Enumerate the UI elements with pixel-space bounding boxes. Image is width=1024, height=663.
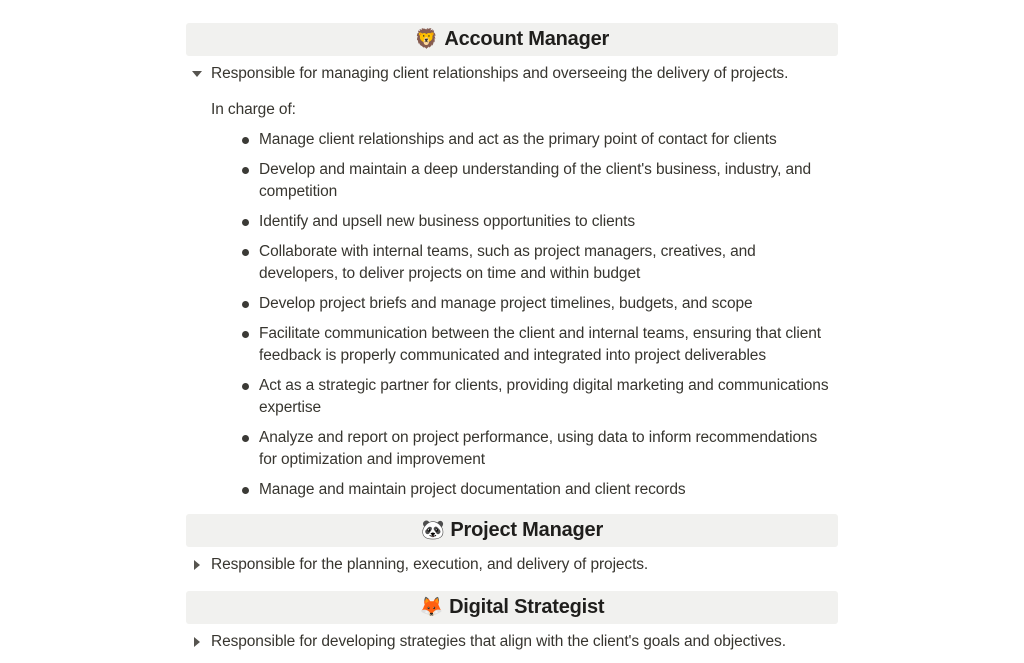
section-title: Project Manager (450, 519, 604, 541)
bullet-icon (236, 375, 259, 419)
list-item (186, 241, 838, 285)
toggle-children (186, 99, 838, 501)
toggle-summary: Responsible for the planning, execution, and delivery of projects. (211, 556, 649, 573)
list-item-text: Develop and maintain a deep understanding of the client's business, industry, and competition (259, 161, 812, 200)
list-item-text: Identify and upsell new business opportunities to clients (259, 213, 636, 230)
triangle-right-icon (194, 637, 200, 647)
toggle-block-project-manager (186, 554, 838, 576)
bullet-icon (236, 241, 259, 285)
toggle-block-digital-strategist (186, 631, 838, 653)
bullet-icon (236, 129, 259, 151)
list-item-text: Manage client relationships and act as the primary point of contact for clients (259, 131, 777, 148)
toggle-expand-button[interactable] (186, 631, 211, 653)
triangle-down-icon (192, 71, 202, 77)
section-title: Account Manager (444, 28, 610, 50)
document-page (186, 0, 838, 653)
bullet-icon (236, 323, 259, 367)
list-item (186, 129, 838, 151)
list-item-text: Analyze and report on project performance, using data to inform recommendations for optimization and improvement (259, 429, 818, 468)
fox-emoji-icon: 🦊 (419, 597, 444, 618)
toggle-expand-button[interactable] (186, 554, 211, 576)
list-item (186, 479, 838, 501)
panda-emoji-icon: 🐼 (420, 520, 445, 541)
toggle-block-account-manager (186, 63, 838, 85)
bullet-icon (236, 479, 259, 501)
paragraph-in-charge-of: In charge of: (211, 101, 296, 118)
list-item (186, 293, 838, 315)
section-heading-project-manager[interactable] (186, 514, 838, 547)
list-item-text: Manage and maintain project documentation and client records (259, 481, 686, 498)
list-item (186, 427, 838, 471)
list-item-text: Act as a strategic partner for clients, providing digital marketing and communications expertise (259, 377, 829, 416)
section-heading-account-manager[interactable] (186, 23, 838, 56)
bullet-icon (236, 293, 259, 315)
triangle-right-icon (194, 560, 200, 570)
bullet-icon (236, 211, 259, 233)
section-heading-digital-strategist[interactable] (186, 591, 838, 624)
list-item (186, 323, 838, 367)
bullet-icon (236, 427, 259, 471)
bullet-list (186, 129, 838, 501)
list-item-text: Collaborate with internal teams, such as project managers, creatives, and developers, to deliver projects on time and within budget (259, 243, 756, 282)
bullet-icon (236, 159, 259, 203)
list-item (186, 375, 838, 419)
list-item-text: Facilitate communication between the client and internal teams, ensuring that client feedback is properly communicated and integrated into project deliverables (259, 325, 821, 364)
list-item (186, 159, 838, 203)
section-title: Digital Strategist (449, 596, 605, 618)
toggle-summary: Responsible for managing client relationships and overseeing the delivery of projects. (211, 65, 789, 82)
toggle-collapse-button[interactable] (186, 63, 211, 85)
toggle-summary: Responsible for developing strategies that align with the client's goals and objectives. (211, 633, 786, 650)
list-item-text: Develop project briefs and manage project timelines, budgets, and scope (259, 295, 753, 312)
list-item (186, 211, 838, 233)
lion-emoji-icon: 🦁 (414, 29, 439, 50)
